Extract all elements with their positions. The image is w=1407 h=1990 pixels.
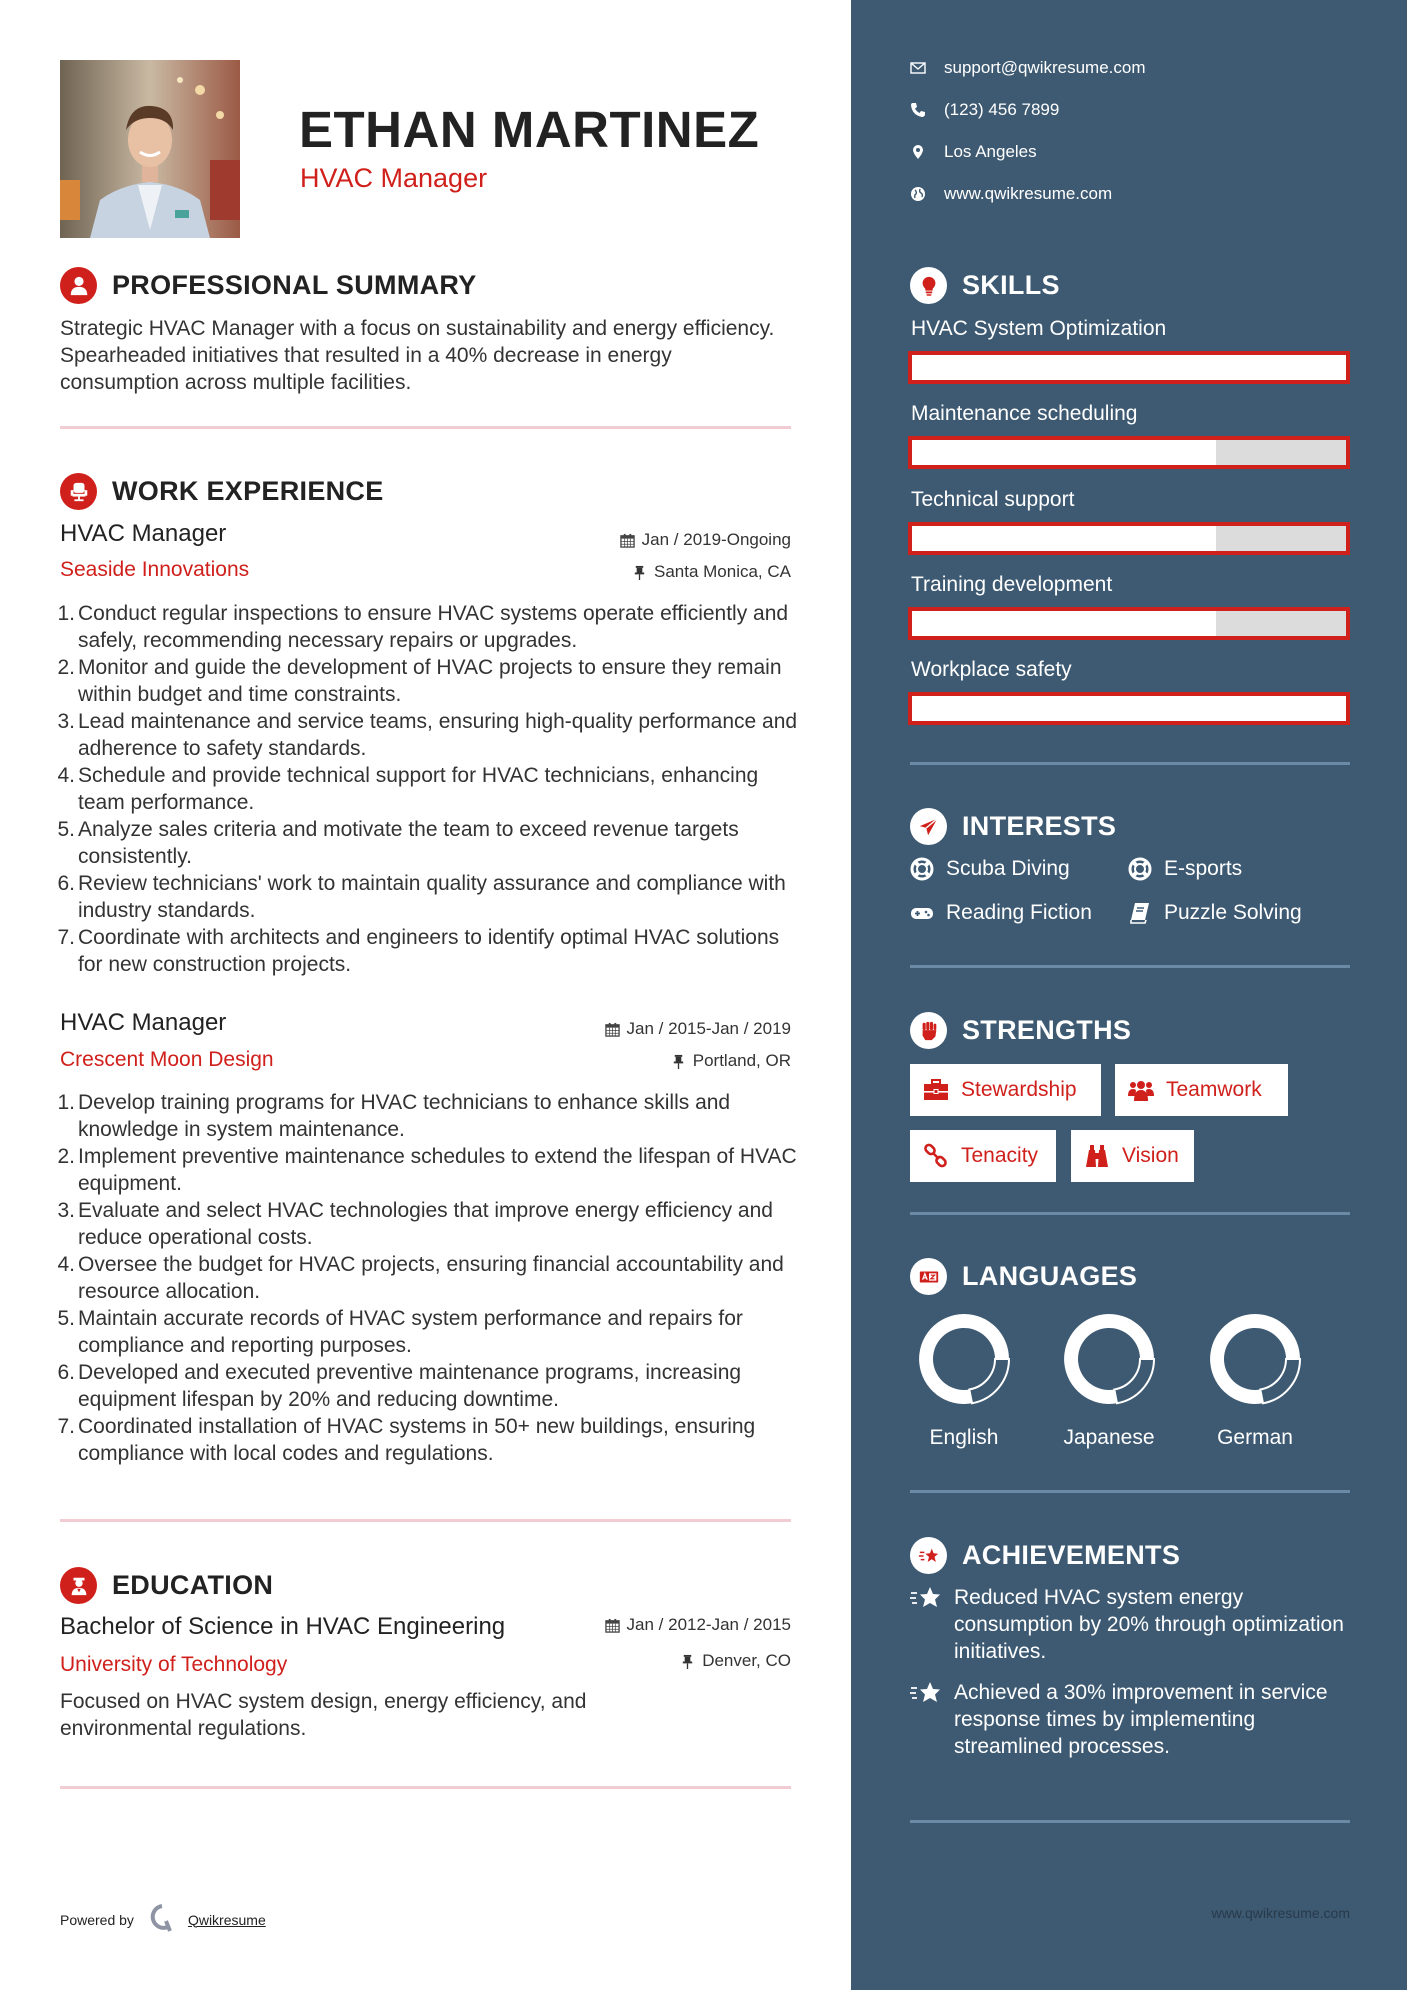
interest-label: Scuba Diving — [946, 857, 1070, 880]
section-divider — [910, 1212, 1350, 1215]
strength-badge — [910, 1064, 1101, 1116]
skill-bar — [908, 436, 1350, 469]
job-1-title: HVAC Manager — [60, 520, 227, 547]
life-ring-icon — [910, 857, 934, 881]
interest-item — [910, 857, 1070, 881]
job-2-company: Crescent Moon Design — [60, 1048, 274, 1071]
footer-website-link[interactable]: www.qwikresume.com — [1211, 1905, 1350, 1921]
strengths-title: STRENGTHS — [962, 1015, 1132, 1045]
job-2-dates-text: Jan / 2015-Jan / 2019 — [626, 1019, 791, 1038]
job-2-dates-row — [605, 1019, 791, 1039]
powered-by — [60, 1903, 266, 1936]
education-location-row — [680, 1651, 791, 1671]
contact-phone[interactable] — [910, 100, 1059, 120]
users-icon — [1128, 1077, 1154, 1103]
contact-email[interactable] — [910, 58, 1146, 78]
interest-item — [1128, 857, 1242, 881]
interest-item — [1128, 901, 1302, 925]
interests-heading — [910, 808, 1116, 845]
language-label: German — [1217, 1426, 1293, 1449]
list-item: 1. Develop training programs for HVAC technicians to enhance skills and knowledge in system maintenance. — [57, 1091, 731, 1141]
skill-bar-fill — [912, 696, 1346, 721]
language-item — [1195, 1310, 1315, 1450]
section-divider — [60, 1786, 791, 1789]
profile-photo-image — [60, 60, 240, 238]
achievement-item — [910, 1584, 1350, 1665]
strength-badge — [1071, 1130, 1194, 1182]
graduate-icon — [60, 1567, 97, 1604]
education-description: Focused on HVAC system design, energy efficiency, and environmental regulations. — [60, 1690, 587, 1740]
language-item — [1049, 1310, 1169, 1450]
skill-bar — [908, 692, 1350, 725]
achievements-heading — [910, 1537, 1180, 1574]
achievement-text: Reduced HVAC system energy consumption by 20% through optimization initiatives. — [954, 1586, 1344, 1663]
pushpin-icon — [680, 1654, 695, 1669]
school-name: University of Technology — [60, 1653, 288, 1676]
contact-email-text: support@qwikresume.com — [944, 58, 1146, 77]
skill-label: Technical support — [911, 488, 1075, 511]
list-item: 7. Coordinate with architects and engineers to identify optimal HVAC solutions for new construction projects. — [57, 926, 780, 976]
shooting-star-icon — [910, 1537, 947, 1574]
contact-phone-text: (123) 456 7899 — [944, 100, 1060, 119]
list-item: 5. Maintain accurate records of HVAC system performance and repairs for compliance and reporting purposes. — [57, 1307, 743, 1357]
globe-icon — [910, 186, 926, 202]
education-dates-row — [605, 1615, 791, 1635]
job-1-location-text: Santa Monica, CA — [653, 562, 791, 581]
achievements-title: ACHIEVEMENTS — [962, 1540, 1181, 1570]
job-2-location-text: Portland, OR — [692, 1051, 791, 1070]
shooting-star-icon — [910, 1584, 942, 1612]
book-icon — [1128, 901, 1152, 925]
binoculars-icon — [1084, 1143, 1110, 1169]
language-donut-chart — [915, 1310, 1013, 1408]
strength-label: Teamwork — [1166, 1078, 1262, 1101]
education-dates-text: Jan / 2012-Jan / 2015 — [626, 1615, 791, 1634]
strength-label: Vision — [1122, 1144, 1179, 1167]
candidate-title: HVAC Manager — [300, 163, 488, 193]
interest-label: E-sports — [1164, 857, 1243, 880]
list-item: 7. Coordinated installation of HVAC systems in 50+ new buildings, ensuring compliance with local codes and regulations. — [57, 1415, 756, 1465]
shooting-star-icon — [910, 1679, 942, 1707]
strength-label: Tenacity — [961, 1144, 1039, 1167]
list-item: 1. Conduct regular inspections to ensure HVAC systems operate efficiently and safely, recommending necessary repairs or upgrades. — [57, 602, 789, 652]
skill-label: HVAC System Optimization — [911, 317, 1167, 340]
skills-heading — [910, 267, 1060, 304]
language-label: Japanese — [1063, 1426, 1155, 1449]
job-1-bullets — [53, 600, 798, 978]
job-1-location-row — [632, 562, 791, 582]
interest-label: Reading Fiction — [946, 901, 1092, 924]
section-divider — [910, 965, 1350, 968]
skill-bar-fill — [912, 611, 1216, 636]
strength-badge — [910, 1130, 1056, 1182]
section-divider — [60, 426, 791, 429]
powered-by-label: Powered by — [60, 1911, 134, 1928]
skill-label: Training development — [911, 573, 1113, 596]
strength-badge — [1115, 1064, 1288, 1116]
phone-icon — [910, 102, 926, 118]
education-heading — [60, 1567, 273, 1604]
list-item: 6. Review technicians' work to maintain quality assurance and compliance with industry standards. — [57, 872, 786, 922]
languages-title: LANGUAGES — [962, 1261, 1138, 1291]
map-marker-icon — [910, 144, 926, 160]
job-1-dates-text: Jan / 2019-Ongoing — [641, 530, 791, 549]
section-divider — [60, 1519, 791, 1522]
job-2-bullets — [53, 1089, 798, 1467]
section-divider — [910, 1490, 1350, 1493]
language-donut-chart — [1206, 1310, 1304, 1408]
interest-label: Puzzle Solving — [1164, 901, 1302, 924]
section-divider — [910, 762, 1350, 765]
fist-icon — [910, 1012, 947, 1049]
education-location-text: Denver, CO — [702, 1651, 791, 1670]
experience-heading — [60, 473, 384, 510]
languages-heading — [910, 1258, 1137, 1295]
candidate-name: ETHAN MARTINEZ — [299, 101, 760, 158]
profile-photo — [60, 60, 240, 238]
contact-website[interactable] — [910, 184, 1112, 204]
interests-title: INTERESTS — [962, 811, 1117, 841]
achievement-item — [910, 1679, 1350, 1760]
skill-label: Workplace safety — [911, 658, 1072, 681]
list-item: 2. Monitor and guide the development of HVAC projects to ensure they remain within budget and time constraints. — [57, 656, 782, 706]
envelope-icon — [910, 60, 926, 76]
summary-title: PROFESSIONAL SUMMARY — [112, 270, 477, 300]
list-item: 5. Analyze sales criteria and motivate the team to exceed revenue targets consistently. — [57, 818, 739, 868]
contact-location — [910, 142, 1037, 162]
skill-bar — [908, 351, 1350, 384]
language-donut-chart — [1060, 1310, 1158, 1408]
skill-bar-fill — [912, 355, 1346, 380]
list-item: 6. Developed and executed preventive maintenance programs, increasing equipment lifespan by 20% and reducing downtime. — [57, 1361, 742, 1411]
qwikresume-logo-icon — [148, 1903, 176, 1936]
skill-bar-fill — [912, 440, 1216, 465]
link-icon — [923, 1143, 949, 1169]
qwikresume-link[interactable]: Qwikresume — [187, 1911, 266, 1928]
pushpin-icon — [632, 565, 647, 580]
briefcase-icon — [923, 1077, 949, 1103]
list-item: 4. Oversee the budget for HVAC projects, ensuring financial accountability and resource allocation. — [57, 1253, 784, 1303]
calendar-icon — [605, 1022, 620, 1037]
calendar-icon — [620, 533, 635, 548]
skill-label: Maintenance scheduling — [911, 402, 1138, 425]
contact-location-text: Los Angeles — [944, 142, 1037, 161]
gamepad-icon — [910, 901, 934, 925]
achievement-text: Achieved a 30% improvement in service response times by implementing streamlined processes. — [954, 1681, 1328, 1758]
skill-bar — [908, 607, 1350, 640]
contact-website-text: www.qwikresume.com — [944, 184, 1113, 203]
summary-text: Strategic HVAC Manager with a focus on sustainability and energy efficiency. Spearheaded initiatives that resulted in a 40% decrease in energy consumption across multiple facilities. — [60, 317, 775, 394]
interest-item — [910, 901, 1092, 925]
strengths-heading — [910, 1012, 1131, 1049]
list-item: 2. Implement preventive maintenance schedules to extend the lifespan of HVAC equipment. — [57, 1145, 797, 1195]
experience-title: WORK EXPERIENCE — [112, 476, 384, 506]
education-title: EDUCATION — [112, 1570, 274, 1600]
office-chair-icon — [60, 473, 97, 510]
strength-label: Stewardship — [961, 1078, 1077, 1101]
paper-plane-icon — [910, 808, 947, 845]
list-item: 3. Evaluate and select HVAC technologies that improve energy efficiency and reduce operational costs. — [57, 1199, 773, 1249]
pushpin-icon — [671, 1054, 686, 1069]
degree-title: Bachelor of Science in HVAC Engineering — [60, 1613, 506, 1640]
job-2-title: HVAC Manager — [60, 1009, 227, 1036]
job-1-dates-row — [620, 530, 791, 550]
calendar-icon — [605, 1618, 620, 1633]
lightbulb-icon — [910, 267, 947, 304]
user-icon — [60, 267, 97, 304]
skills-title: SKILLS — [962, 270, 1060, 300]
job-1-company: Seaside Innovations — [60, 558, 250, 581]
life-ring-icon — [1128, 857, 1152, 881]
language-item — [904, 1310, 1024, 1450]
language-label: English — [929, 1426, 999, 1449]
skill-bar-fill — [912, 526, 1216, 551]
section-divider — [910, 1820, 1350, 1823]
list-item: 3. Lead maintenance and service teams, ensuring high-quality performance and adherence to safety standards. — [57, 710, 798, 760]
skill-bar — [908, 522, 1350, 555]
language-icon — [910, 1258, 947, 1295]
summary-heading — [60, 267, 477, 304]
list-item: 4. Schedule and provide technical support for HVAC technicians, enhancing team performance. — [57, 764, 759, 814]
job-2-location-row — [671, 1051, 791, 1071]
